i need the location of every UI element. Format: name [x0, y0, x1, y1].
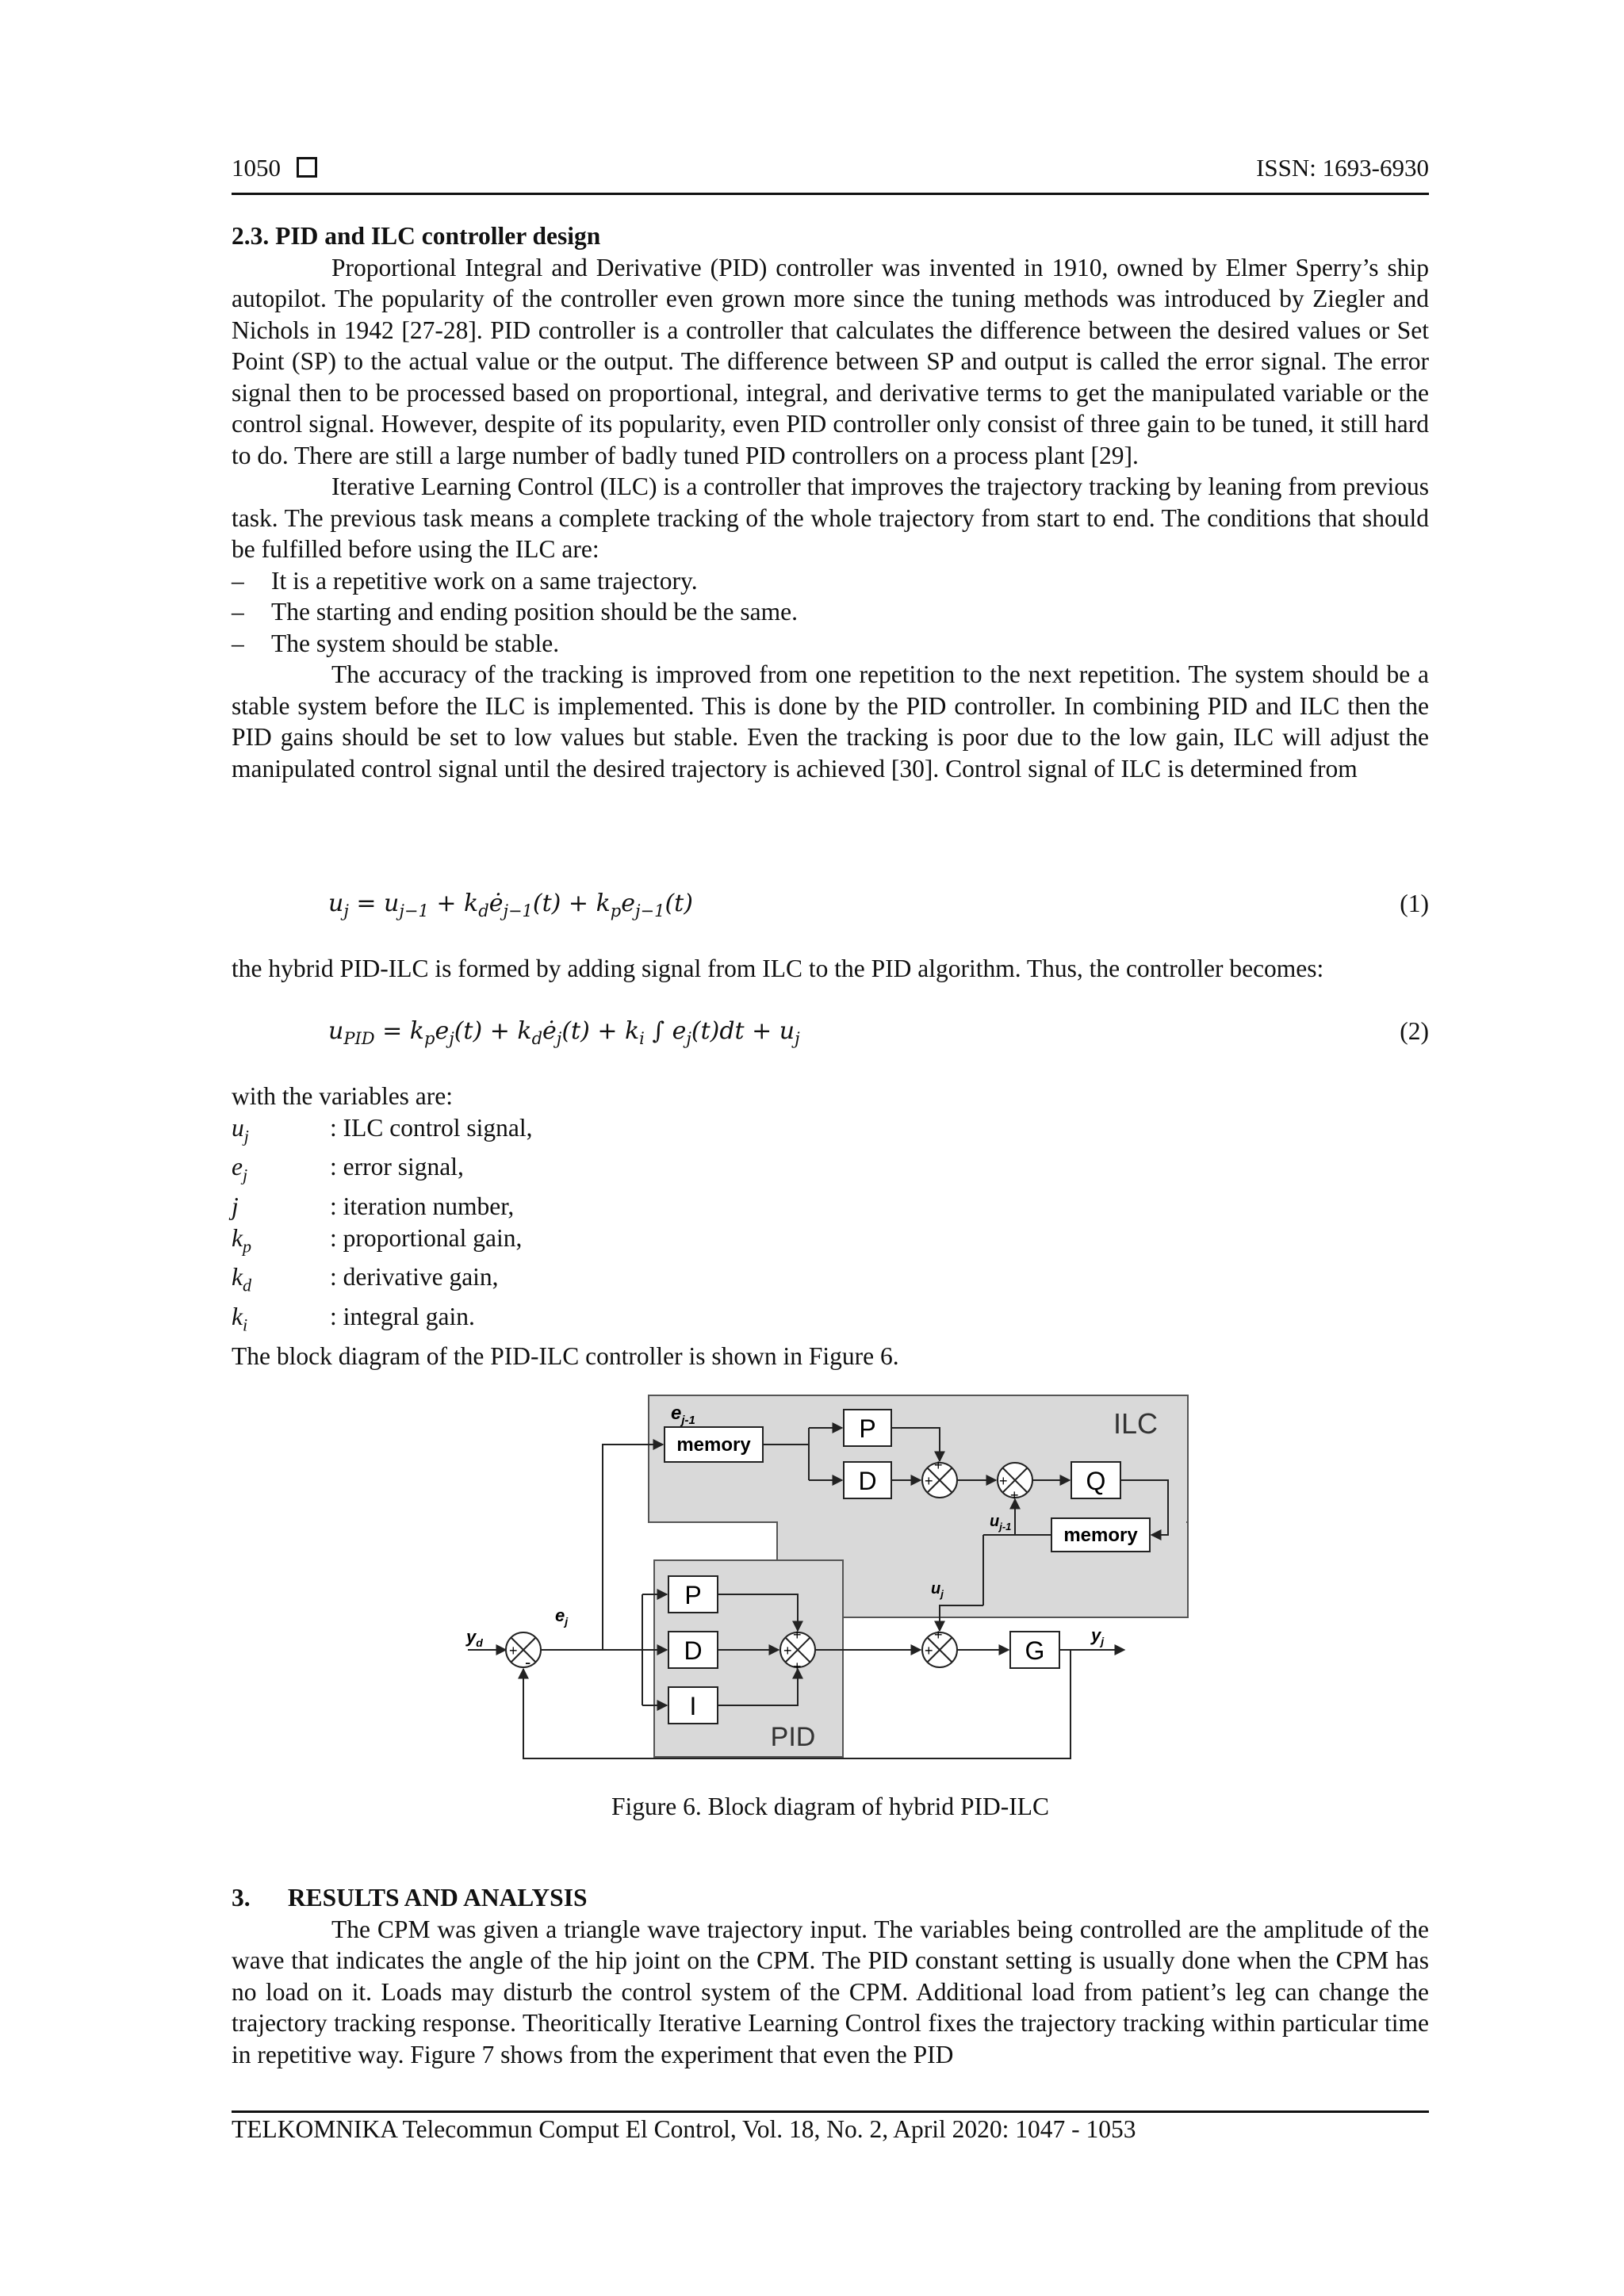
block-diagram-svg [460, 1380, 1205, 1768]
variable-symbol: $k_d$ [232, 1263, 252, 1295]
equation-2-number: (2) [1400, 1017, 1429, 1045]
yd-label: $y_d$ [466, 1627, 483, 1649]
list-item: – The system should be stable. [232, 629, 560, 657]
paragraph-pid-history: Proportional Integral and Derivative (PID) controller was invented in 1910, owned by Elmer Sperry’s ship autopilot. The popularity of the controller even grown more since the tuning methods was introduced by Ziegler and Nichols in 1942 [27-28]. PID controller is a controller that calculates the difference between the desired values or Set Point (SP) to the actual value or the output. The difference between SP and output is called the error signal. The error signal then to be processed based on proportional, integral, and derivative terms to get the manipulated variable or the control signal. However, despite of its popularity, even PID controller only consist of three gain to be tuned, it still hard to do. There are still a large number of badly tuned PID controllers on a process plant [29]. [232, 253, 1429, 469]
equation-1-body: $u_j = u_{j-1}$ + $k_dė_{j-1}(t) + k_pe_{j-1}(t)$ [328, 890, 693, 920]
plus-sign: + [793, 1659, 802, 1674]
list-item: $k_i$ : integral gain. [232, 1301, 1429, 1341]
page-number: 1050 [232, 154, 281, 182]
q-label: Q [1086, 1467, 1106, 1495]
plus-sign: + [1010, 1487, 1019, 1503]
figure-caption: Figure 6. Block diagram of hybrid PID-ILC [611, 1793, 1050, 1820]
uj1-label: $u_{j-1}$ [990, 1513, 1012, 1533]
section-title-pid-ilc: 2.3. PID and ILC controller design [232, 222, 601, 250]
paragraph-results: The CPM was given a triangle wave trajectory input. The variables being controlled are the amplitude of the wave that indicates the angle of the hip joint on the CPM. The PID constant setting is usually done when the CPM has no load on it. Loads may disturb the control system of the CPM. Additional load from patient’s leg can change the trajectory tracking response. Theoritically Iterative Learning Control fixes the trajectory tracking within particular time in repetitive way. Figure 7 shows from the experiment that even the PID [232, 1915, 1429, 2068]
list-item: $k_p$ : proportional gain, [232, 1223, 1429, 1262]
minus-sign: - [525, 1652, 531, 1672]
variables-intro: with the variables are: [232, 1082, 454, 1110]
d-label-ilc: D [858, 1467, 877, 1495]
p-label-ilc: P [859, 1414, 876, 1443]
list-item: – It is a repetitive work on a same trajectory. [232, 566, 698, 595]
section-title-results: 3. RESULTS AND ANALYSIS [232, 1884, 588, 1911]
paragraph-ilc-intro: Iterative Learning Control (ILC) is a controller that improves the trajectory tracking by leaning from previous task. The previous task means a complete tracking of the whole trajectory from start to end. The conditions that should be fulfilled before using the ILC are: [232, 473, 1429, 563]
uj-label: $u_j$ [931, 1580, 944, 1600]
plus-sign: + [934, 1627, 943, 1643]
list-item: $k_d$ : derivative gain, [232, 1261, 1429, 1301]
header-rule [232, 193, 1429, 195]
section-results [232, 1882, 1429, 2070]
ej-label: $e_j$ [555, 1605, 569, 1628]
footer-rule [232, 2110, 1429, 2113]
section-pid-ilc-top [232, 220, 1429, 784]
g-label: G [1025, 1636, 1045, 1665]
variable-symbol: $k_i$ [232, 1303, 248, 1335]
plus-sign: + [793, 1627, 802, 1643]
list-item: $e_j$ : error signal, [232, 1151, 1429, 1191]
i-label-pid: I [689, 1692, 697, 1720]
paragraph-hybrid-container [232, 953, 1429, 985]
ej1-label: $e_{j-1}$ [671, 1402, 695, 1427]
square-bullet-icon [297, 157, 317, 178]
variable-symbol: $k_p$ [232, 1223, 252, 1256]
plus-sign: + [934, 1457, 943, 1473]
variable-symbol: $u_j$ [232, 1113, 249, 1146]
journal-footer: TELKOMNIKA Telecommun Comput El Control, Vol. 18, No. 2, April 2020: 1047 - 1053 [232, 2115, 1136, 2143]
plus-sign: + [925, 1643, 933, 1659]
list-item: $u_j$ : ILC control signal, [232, 1112, 1429, 1152]
pid-label: PID [770, 1722, 816, 1752]
figure-reference: The block diagram of the PID-ILC controller is shown in Figure 6. [232, 1341, 899, 1370]
equation-1 [328, 890, 1429, 921]
memory-label-bottom: memory [1063, 1525, 1138, 1546]
yj-label: $y_j$ [1091, 1625, 1105, 1647]
variable-symbol: $e_j$ [232, 1153, 248, 1185]
paragraph-hybrid: the hybrid PID-ILC is formed by adding signal from ILC to the PID algorithm. Thus, the controller becomes: [232, 955, 1324, 982]
list-item: j : iteration number, [232, 1191, 1429, 1223]
plus-sign: + [509, 1643, 518, 1659]
paragraph-ilc-accuracy: The accuracy of the tracking is improved from one repetition to the next repetition. The system should be a stable system before the ILC is implemented. This is done by the PID controller. In combining PID and ILC then the PID gains should be set to low values but stable. Even the tracking is poor due to the low gain, ILC will adjust the manipulated control signal until the desired trajectory is achieved [30]. Control signal of ILC is determined from [232, 660, 1429, 783]
equation-1-number: (1) [1400, 890, 1429, 917]
variable-list [232, 1081, 1429, 1372]
list-item: – The starting and ending position should be the same. [232, 598, 799, 626]
variable-symbol: j [232, 1192, 239, 1221]
p-label-pid: P [684, 1581, 702, 1609]
figure-block-diagram [460, 1380, 1205, 1768]
issn: ISSN: 1693-6930 [1256, 154, 1429, 182]
equation-2-body: $u_{PID} = k_pe_j(t)$ + $k_dė_j(t) + k_i$ ∫ $e_j(t)dt + u_j$ [328, 1017, 800, 1048]
ilc-label: ILC [1113, 1407, 1158, 1440]
condition-list [232, 565, 1429, 660]
memory-label-top: memory [676, 1434, 751, 1456]
equation-2 [328, 1017, 1429, 1049]
d-label-pid: D [684, 1636, 703, 1665]
page-header-left [232, 154, 317, 182]
plus-sign: + [783, 1643, 792, 1659]
plus-sign: + [999, 1473, 1008, 1489]
plus-sign: + [925, 1473, 933, 1489]
